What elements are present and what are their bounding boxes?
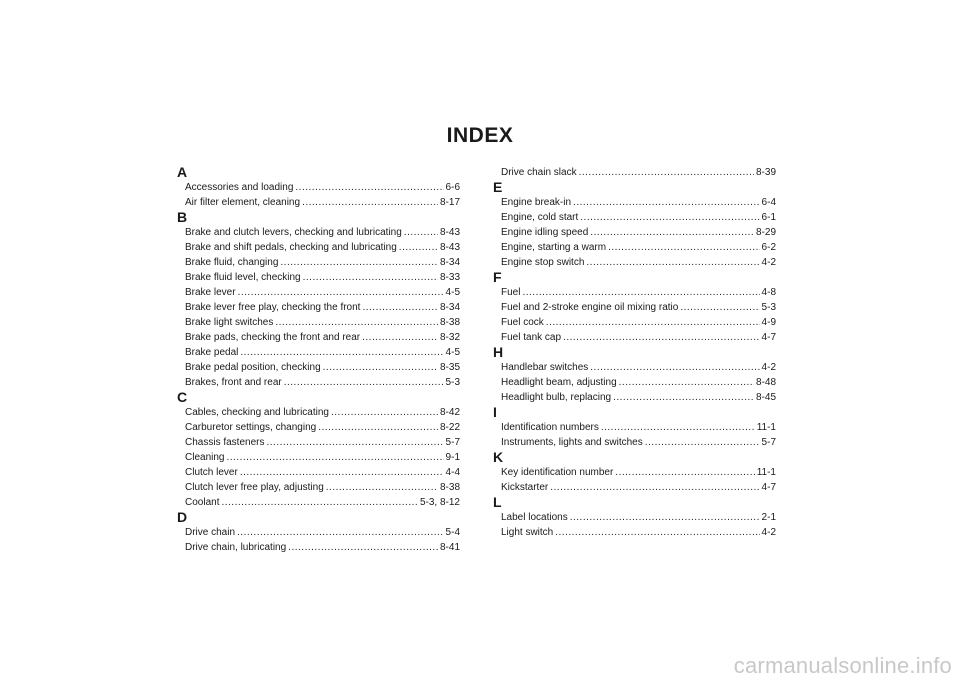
entry-text: Brake lever (185, 287, 236, 298)
entry-page: 8-17 (439, 197, 460, 208)
dot-leader (550, 480, 759, 495)
index-entry[interactable] (185, 540, 460, 555)
dot-leader (573, 195, 760, 210)
index-entry[interactable] (185, 495, 460, 510)
entry-page: 6-1 (761, 212, 776, 223)
entry-page: 4-8 (761, 287, 776, 298)
dot-leader (601, 420, 755, 435)
section-letter: E (493, 179, 503, 195)
dot-leader (326, 480, 438, 495)
index-entry[interactable] (185, 300, 460, 315)
dot-leader (302, 195, 438, 210)
index-entry[interactable] (501, 300, 776, 315)
entry-page: 2-1 (761, 512, 776, 523)
index-entry[interactable] (185, 360, 460, 375)
entry-page: 5-7 (445, 437, 460, 448)
section-letter: A (177, 164, 188, 180)
entry-text: Drive chain slack (501, 167, 577, 178)
entry-text: Air filter element, cleaning (185, 197, 301, 208)
dot-leader (570, 510, 760, 525)
entry-text: Brake pedal (185, 347, 239, 358)
entry-page: 8-48 (755, 377, 776, 388)
section-letter: F (493, 269, 502, 285)
entry-page: 5-7 (761, 437, 776, 448)
entry-text: Cleaning (185, 452, 225, 463)
section-letter: L (493, 494, 502, 510)
dot-leader (240, 345, 443, 360)
index-entry[interactable] (185, 465, 460, 480)
index-entry[interactable] (501, 360, 776, 375)
dot-leader (226, 450, 443, 465)
dot-leader (590, 225, 754, 240)
index-entry[interactable] (501, 210, 776, 225)
dot-leader (563, 330, 760, 345)
entry-page: 4-9 (761, 317, 776, 328)
dot-leader (331, 405, 438, 420)
entry-page: 8-29 (755, 227, 776, 238)
entry-text: Handlebar switches (501, 362, 589, 373)
index-entry[interactable] (185, 225, 460, 240)
entry-page: 8-45 (755, 392, 776, 403)
entry-text: Engine break-in (501, 197, 572, 208)
watermark: carmanualsonline.info (733, 653, 952, 678)
index-entry[interactable] (501, 420, 776, 435)
entry-page: 8-43 (439, 227, 460, 238)
index-entry[interactable] (185, 435, 460, 450)
section-letter: C (177, 389, 188, 405)
dot-leader (608, 240, 759, 255)
index-entry[interactable] (185, 450, 460, 465)
entry-page: 5-3, 8-12 (419, 497, 460, 508)
index-entry[interactable] (501, 240, 776, 255)
dot-leader (555, 525, 759, 540)
entry-page: 11-1 (756, 422, 776, 433)
index-entry[interactable] (501, 375, 776, 390)
dot-leader (323, 360, 438, 375)
entry-text: Label locations (501, 512, 568, 523)
index-entry[interactable] (501, 315, 776, 330)
dot-leader (580, 210, 759, 225)
index-entry[interactable] (185, 255, 460, 270)
entry-page: 9-1 (445, 452, 460, 463)
index-entry[interactable] (185, 480, 460, 495)
entry-page: 8-34 (439, 302, 460, 313)
entry-text: Key identification number (501, 467, 614, 478)
section-letter: I (493, 404, 497, 420)
entry-text: Engine, cold start (501, 212, 579, 223)
entry-text: Identification numbers (501, 422, 599, 433)
dot-leader (362, 300, 438, 315)
dot-leader (295, 180, 443, 195)
entry-page: 5-3 (761, 302, 776, 313)
entry-text: Brake and shift pedals, checking and lubricating (185, 242, 397, 253)
dot-leader (284, 375, 444, 390)
entry-page: 8-32 (439, 332, 460, 343)
entry-page: 6-6 (445, 182, 460, 193)
index-entry[interactable] (185, 195, 460, 210)
entry-text: Instruments, lights and switches (501, 437, 643, 448)
entry-text: Brake fluid, changing (185, 257, 279, 268)
entry-text: Drive chain (185, 527, 236, 538)
entry-page: 4-2 (761, 257, 776, 268)
entry-page: 4-5 (445, 347, 460, 358)
index-entry[interactable] (185, 375, 460, 390)
dot-leader (288, 540, 438, 555)
dot-leader (586, 255, 759, 270)
index-entry[interactable] (185, 285, 460, 300)
entry-text: Brake and clutch levers, checking and lubricating (185, 227, 402, 238)
entry-page: 4-4 (445, 467, 460, 478)
entry-text: Engine idling speed (501, 227, 589, 238)
dot-leader (399, 240, 438, 255)
entry-text: Fuel and 2-stroke engine oil mixing ratio (501, 302, 679, 313)
index-entry[interactable] (501, 285, 776, 300)
entry-page: 8-39 (755, 167, 776, 178)
entry-page: 8-22 (439, 422, 460, 433)
entry-page: 8-33 (439, 272, 460, 283)
entry-page: 6-4 (761, 197, 776, 208)
entry-page: 4-2 (761, 527, 776, 538)
entry-text: Engine stop switch (501, 257, 585, 268)
entry-page: 8-38 (439, 317, 460, 328)
dot-leader (615, 465, 754, 480)
entry-page: 8-42 (439, 407, 460, 418)
index-entry[interactable] (185, 330, 460, 345)
entry-page: 4-5 (445, 287, 460, 298)
index-entry[interactable] (185, 315, 460, 330)
page-title: INDEX (446, 124, 514, 147)
dot-leader (266, 435, 443, 450)
index-column-right (493, 165, 776, 540)
index-entry[interactable] (501, 165, 776, 180)
index-entry[interactable] (185, 180, 460, 195)
entry-text: Chassis fasteners (185, 437, 265, 448)
entry-page: 6-2 (761, 242, 776, 253)
index-column-left (177, 165, 460, 555)
dot-leader (619, 375, 754, 390)
dot-leader (318, 420, 438, 435)
index-entry[interactable] (185, 405, 460, 420)
index-entry[interactable] (501, 465, 776, 480)
entry-text: Fuel cock (501, 317, 544, 328)
dot-leader (522, 285, 759, 300)
entry-page: 8-43 (439, 242, 460, 253)
dot-leader (680, 300, 759, 315)
index-entry[interactable] (501, 435, 776, 450)
entry-text: Drive chain, lubricating (185, 542, 287, 553)
index-entry[interactable] (501, 390, 776, 405)
index-entry[interactable] (501, 330, 776, 345)
index-entry[interactable] (185, 345, 460, 360)
section-letter: H (493, 344, 504, 360)
entry-page: 8-38 (439, 482, 460, 493)
index-entry[interactable] (185, 420, 460, 435)
entry-page: 8-41 (439, 542, 460, 553)
entry-text: Kickstarter (501, 482, 549, 493)
section-letter: B (177, 209, 188, 225)
index-entry[interactable] (501, 195, 776, 210)
index-entry[interactable] (501, 225, 776, 240)
index-entry[interactable] (501, 510, 776, 525)
entry-page: 5-3 (445, 377, 460, 388)
entry-page: 5-4 (445, 527, 460, 538)
index-entry[interactable] (185, 525, 460, 540)
entry-text: Clutch lever free play, adjusting (185, 482, 324, 493)
entry-text: Brake lever free play, checking the front (185, 302, 361, 313)
entry-text: Headlight beam, adjusting (501, 377, 617, 388)
dot-leader (613, 390, 754, 405)
dot-leader (590, 360, 759, 375)
dot-leader (240, 465, 444, 480)
entry-text: Light switch (501, 527, 554, 538)
entry-page: 4-7 (761, 482, 776, 493)
entry-page: 4-7 (761, 332, 776, 343)
entry-text: Accessories and loading (185, 182, 294, 193)
dot-leader (362, 330, 438, 345)
entry-text: Carburetor settings, changing (185, 422, 317, 433)
index-entry[interactable] (501, 525, 776, 540)
index-entry[interactable] (501, 255, 776, 270)
entry-page: 4-2 (761, 362, 776, 373)
entry-text: Cables, checking and lubricating (185, 407, 329, 418)
entry-text: Fuel tank cap (501, 332, 562, 343)
entry-text: Brake light switches (185, 317, 274, 328)
dot-leader (645, 435, 760, 450)
index-entry[interactable] (185, 270, 460, 285)
entry-page: 8-35 (439, 362, 460, 373)
dot-leader (303, 270, 438, 285)
entry-text: Clutch lever (185, 467, 238, 478)
dot-leader (221, 495, 418, 510)
dot-leader (404, 225, 438, 240)
entry-text: Brakes, front and rear (185, 377, 282, 388)
dot-leader (237, 525, 444, 540)
entry-text: Fuel (501, 287, 521, 298)
index-entry[interactable] (185, 240, 460, 255)
entry-text: Brake pads, checking the front and rear (185, 332, 361, 343)
dot-leader (579, 165, 754, 180)
dot-leader (280, 255, 438, 270)
dot-leader (238, 285, 444, 300)
dot-leader (275, 315, 438, 330)
entry-text: Brake fluid level, checking (185, 272, 301, 283)
index-entry[interactable] (501, 480, 776, 495)
section-letter: K (493, 449, 504, 465)
entry-text: Headlight bulb, replacing (501, 392, 612, 403)
section-letter: D (177, 509, 188, 525)
entry-page: 8-34 (439, 257, 460, 268)
dot-leader (546, 315, 760, 330)
entry-text: Engine, starting a warm (501, 242, 607, 253)
entry-text: Coolant (185, 497, 220, 508)
entry-page: 11-1 (756, 467, 776, 478)
entry-text: Brake pedal position, checking (185, 362, 321, 373)
